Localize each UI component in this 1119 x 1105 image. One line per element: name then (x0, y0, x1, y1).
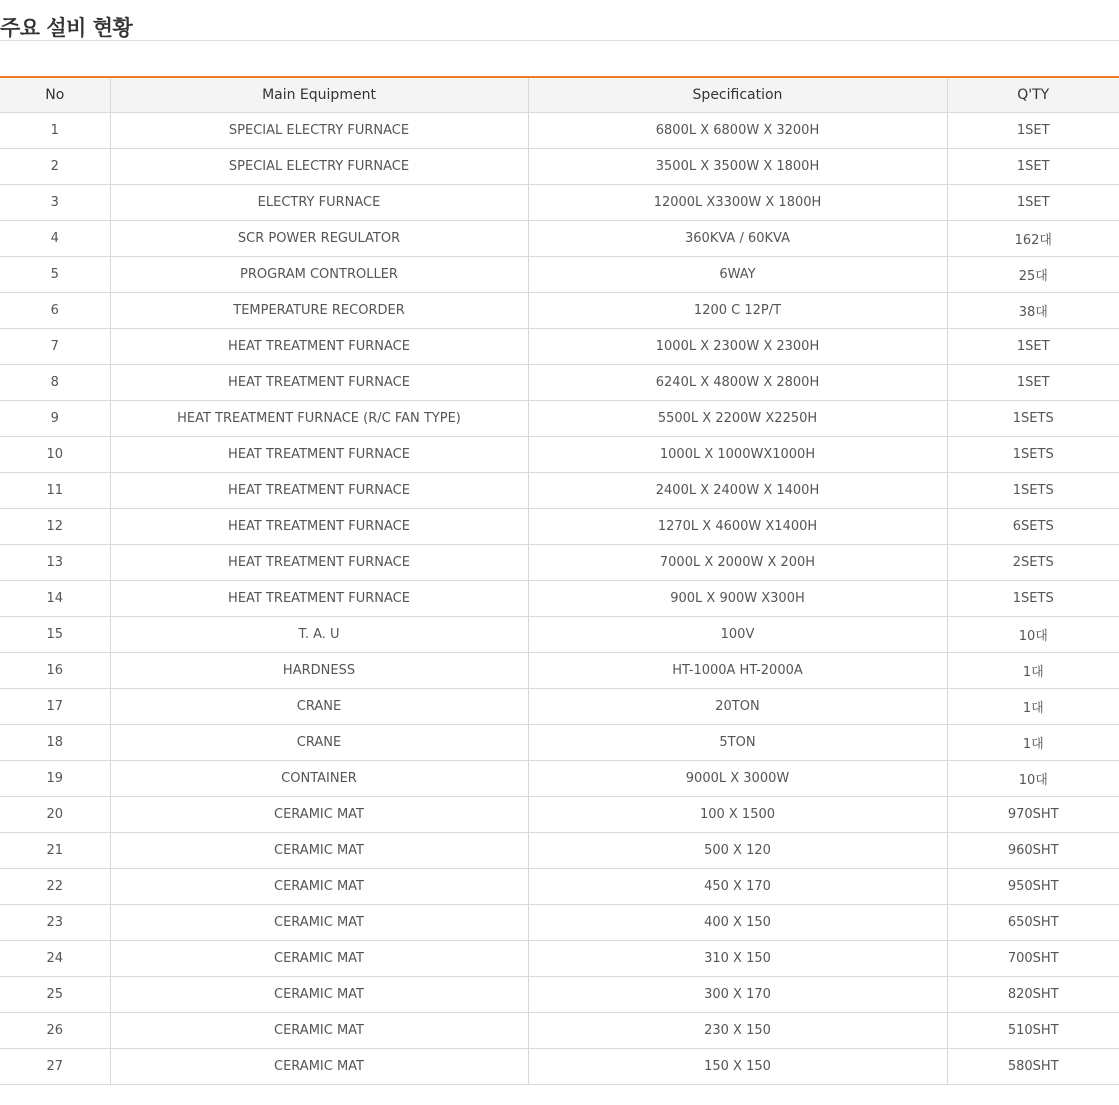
cell-equipment: CERAMIC MAT (110, 905, 528, 941)
cell-qty: 1SET (947, 149, 1119, 185)
cell-no: 27 (0, 1049, 110, 1085)
cell-no: 4 (0, 221, 110, 257)
cell-no: 16 (0, 653, 110, 689)
cell-specification: 5500L X 2200W X2250H (528, 401, 947, 437)
cell-equipment: HARDNESS (110, 653, 528, 689)
cell-no: 18 (0, 725, 110, 761)
cell-qty: 10대 (947, 761, 1119, 797)
cell-equipment: CERAMIC MAT (110, 833, 528, 869)
cell-specification: 2400L X 2400W X 1400H (528, 473, 947, 509)
table-row (0, 977, 1119, 1013)
cell-no: 20 (0, 797, 110, 833)
cell-specification: 150 X 150 (528, 1049, 947, 1085)
table-row (0, 689, 1119, 725)
equipment-table (0, 76, 1119, 1085)
cell-qty: 970SHT (947, 797, 1119, 833)
table-header-row (0, 77, 1119, 113)
cell-specification: 400 X 150 (528, 905, 947, 941)
cell-equipment: CERAMIC MAT (110, 1049, 528, 1085)
table-row (0, 437, 1119, 473)
cell-specification: 6WAY (528, 257, 947, 293)
cell-equipment: HEAT TREATMENT FURNACE (110, 473, 528, 509)
cell-equipment: HEAT TREATMENT FURNACE (R/C FAN TYPE) (110, 401, 528, 437)
table-row (0, 1049, 1119, 1085)
cell-specification: 360KVA / 60KVA (528, 221, 947, 257)
cell-qty: 1SETS (947, 401, 1119, 437)
cell-no: 24 (0, 941, 110, 977)
cell-no: 9 (0, 401, 110, 437)
cell-qty: 510SHT (947, 1013, 1119, 1049)
title-divider (0, 40, 1119, 41)
cell-specification: 5TON (528, 725, 947, 761)
cell-specification: HT-1000A HT-2000A (528, 653, 947, 689)
cell-qty: 820SHT (947, 977, 1119, 1013)
cell-qty: 38대 (947, 293, 1119, 329)
table-row (0, 221, 1119, 257)
cell-qty: 1대 (947, 653, 1119, 689)
table-row (0, 545, 1119, 581)
cell-no: 6 (0, 293, 110, 329)
cell-qty: 1대 (947, 689, 1119, 725)
table-row (0, 941, 1119, 977)
cell-qty: 1대 (947, 725, 1119, 761)
cell-equipment: SPECIAL ELECTRY FURNACE (110, 149, 528, 185)
cell-equipment: PROGRAM CONTROLLER (110, 257, 528, 293)
table-row (0, 581, 1119, 617)
cell-qty: 10대 (947, 617, 1119, 653)
cell-qty: 650SHT (947, 905, 1119, 941)
cell-no: 23 (0, 905, 110, 941)
cell-no: 10 (0, 437, 110, 473)
cell-specification: 9000L X 3000W (528, 761, 947, 797)
table-row (0, 761, 1119, 797)
cell-no: 25 (0, 977, 110, 1013)
cell-qty: 2SETS (947, 545, 1119, 581)
table-row (0, 833, 1119, 869)
cell-equipment: CONTAINER (110, 761, 528, 797)
cell-qty: 1SET (947, 185, 1119, 221)
cell-no: 19 (0, 761, 110, 797)
table-row (0, 401, 1119, 437)
cell-equipment: SPECIAL ELECTRY FURNACE (110, 113, 528, 149)
cell-qty: 1SETS (947, 437, 1119, 473)
cell-qty: 960SHT (947, 833, 1119, 869)
cell-specification: 1000L X 1000WX1000H (528, 437, 947, 473)
cell-equipment: HEAT TREATMENT FURNACE (110, 437, 528, 473)
cell-specification: 1200 C 12P/T (528, 293, 947, 329)
cell-qty: 6SETS (947, 509, 1119, 545)
cell-equipment: CRANE (110, 689, 528, 725)
cell-qty: 162대 (947, 221, 1119, 257)
cell-qty: 1SETS (947, 581, 1119, 617)
column-header-no: No (0, 77, 110, 113)
cell-equipment: HEAT TREATMENT FURNACE (110, 509, 528, 545)
cell-qty: 580SHT (947, 1049, 1119, 1085)
table-row (0, 617, 1119, 653)
cell-specification: 100V (528, 617, 947, 653)
cell-equipment: TEMPERATURE RECORDER (110, 293, 528, 329)
cell-specification: 230 X 150 (528, 1013, 947, 1049)
table-row (0, 473, 1119, 509)
table-body (0, 113, 1119, 1085)
table-row (0, 113, 1119, 149)
cell-no: 22 (0, 869, 110, 905)
cell-equipment: HEAT TREATMENT FURNACE (110, 581, 528, 617)
cell-specification: 3500L X 3500W X 1800H (528, 149, 947, 185)
table-row (0, 869, 1119, 905)
cell-specification: 12000L X3300W X 1800H (528, 185, 947, 221)
cell-qty: 950SHT (947, 869, 1119, 905)
table-row (0, 725, 1119, 761)
cell-no: 17 (0, 689, 110, 725)
cell-equipment: T. A. U (110, 617, 528, 653)
cell-specification: 900L X 900W X300H (528, 581, 947, 617)
cell-specification: 6240L X 4800W X 2800H (528, 365, 947, 401)
cell-equipment: CRANE (110, 725, 528, 761)
table-row (0, 509, 1119, 545)
cell-equipment: HEAT TREATMENT FURNACE (110, 329, 528, 365)
table-row (0, 905, 1119, 941)
cell-equipment: CERAMIC MAT (110, 977, 528, 1013)
cell-specification: 450 X 170 (528, 869, 947, 905)
table-row (0, 149, 1119, 185)
cell-specification: 6800L X 6800W X 3200H (528, 113, 947, 149)
cell-no: 7 (0, 329, 110, 365)
cell-no: 13 (0, 545, 110, 581)
cell-no: 26 (0, 1013, 110, 1049)
cell-no: 3 (0, 185, 110, 221)
cell-no: 21 (0, 833, 110, 869)
cell-qty: 700SHT (947, 941, 1119, 977)
table-row (0, 653, 1119, 689)
column-header-specification: Specification (528, 77, 947, 113)
table-row (0, 329, 1119, 365)
cell-specification: 20TON (528, 689, 947, 725)
cell-equipment: CERAMIC MAT (110, 797, 528, 833)
column-header-qty: Q'TY (947, 77, 1119, 113)
cell-no: 5 (0, 257, 110, 293)
table-row (0, 185, 1119, 221)
cell-qty: 1SET (947, 113, 1119, 149)
cell-specification: 1000L X 2300W X 2300H (528, 329, 947, 365)
table-row (0, 257, 1119, 293)
cell-equipment: CERAMIC MAT (110, 1013, 528, 1049)
cell-equipment: CERAMIC MAT (110, 941, 528, 977)
cell-no: 2 (0, 149, 110, 185)
cell-no: 14 (0, 581, 110, 617)
cell-equipment: SCR POWER REGULATOR (110, 221, 528, 257)
cell-specification: 100 X 1500 (528, 797, 947, 833)
cell-no: 12 (0, 509, 110, 545)
cell-equipment: ELECTRY FURNACE (110, 185, 528, 221)
table-row (0, 1013, 1119, 1049)
cell-specification: 1270L X 4600W X1400H (528, 509, 947, 545)
cell-no: 8 (0, 365, 110, 401)
cell-equipment: HEAT TREATMENT FURNACE (110, 365, 528, 401)
cell-specification: 300 X 170 (528, 977, 947, 1013)
cell-no: 15 (0, 617, 110, 653)
column-header-main-equipment: Main Equipment (110, 77, 528, 113)
cell-qty: 1SET (947, 365, 1119, 401)
cell-equipment: CERAMIC MAT (110, 869, 528, 905)
page-title: 주요 설비 현황 (0, 16, 133, 41)
cell-equipment: HEAT TREATMENT FURNACE (110, 545, 528, 581)
cell-qty: 1SET (947, 329, 1119, 365)
cell-no: 1 (0, 113, 110, 149)
cell-qty: 1SETS (947, 473, 1119, 509)
cell-specification: 500 X 120 (528, 833, 947, 869)
table-row (0, 293, 1119, 329)
table-row (0, 797, 1119, 833)
cell-no: 11 (0, 473, 110, 509)
cell-specification: 310 X 150 (528, 941, 947, 977)
cell-qty: 25대 (947, 257, 1119, 293)
cell-specification: 7000L X 2000W X 200H (528, 545, 947, 581)
table-row (0, 365, 1119, 401)
